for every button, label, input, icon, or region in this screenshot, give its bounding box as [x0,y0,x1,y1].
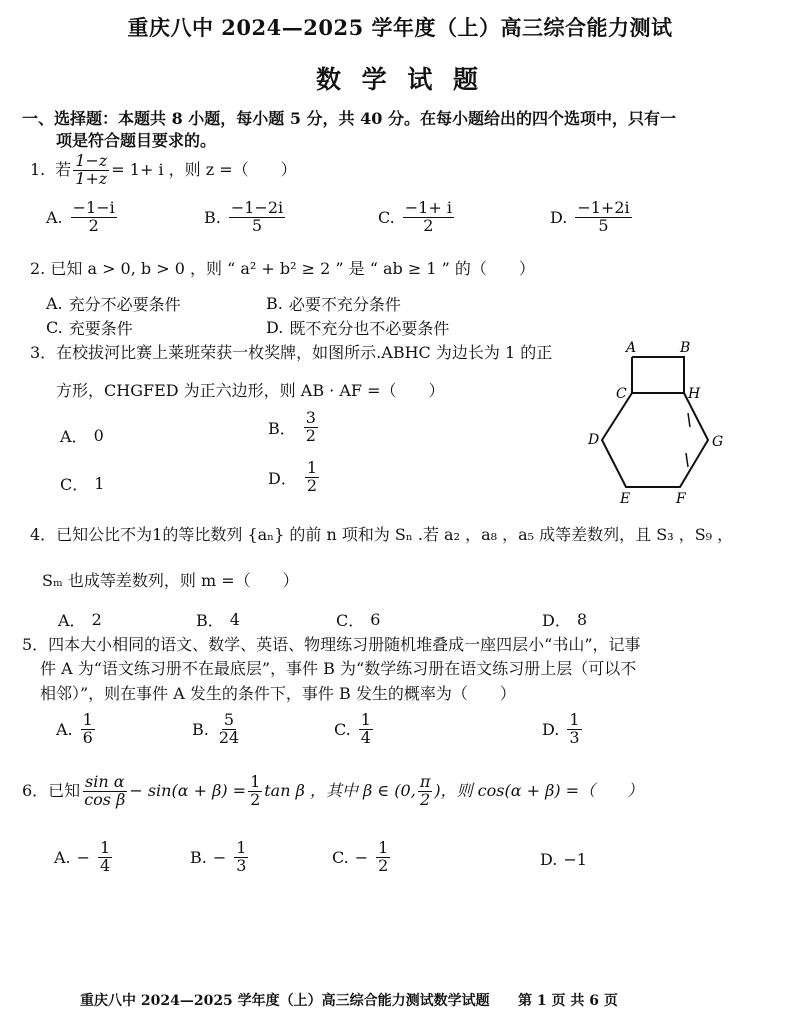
fraction [567,712,581,747]
subject-title: 数 学 试 题 [315,65,485,94]
option-label: A. [56,719,73,739]
label-d: D [588,432,600,448]
fraction-denominator: 24 [218,727,240,747]
question-text: = 1+ i ，则 z =（ ） [111,160,297,180]
q3-option-d[interactable] [268,460,321,495]
label-b: B [680,340,691,356]
fraction-denominator: 3 [569,727,580,747]
fraction-numerator: π [419,772,431,791]
option-text: 6 [370,610,381,629]
option-label: C. [334,719,351,739]
fraction-denominator: 2 [250,789,261,809]
fraction-numerator: −1+2i [577,198,630,217]
option-label: B． [196,611,224,630]
minus-sign: − [212,847,227,867]
q4-option-c[interactable] [336,608,380,631]
fraction-numerator: 5 [223,710,235,729]
fraction [82,774,127,809]
option-label: D． [542,611,571,630]
fraction-numerator: 1 [236,838,247,857]
option-label: B. [192,719,209,739]
fraction-numerator: 3 [305,408,316,427]
question-6-stem [22,774,643,809]
q4-option-b[interactable] [196,608,240,631]
fraction-numerator: 1 [360,710,371,729]
fraction-denominator: 6 [82,727,93,747]
fraction [248,774,262,809]
option-label: A． [58,611,86,630]
tick-mark [686,453,688,467]
q2-option-b[interactable] [266,292,401,315]
option-text: 既不充分也不必要条件 [289,319,450,338]
label-a: A [626,340,637,356]
exam-title: 重庆八中 2024—2025 学年度（上）高三综合能力测试 [127,15,673,40]
fraction [305,460,319,495]
q4-option-d[interactable] [542,608,587,631]
minus-sign: − [354,847,369,867]
q1-option-a[interactable] [46,200,119,235]
fraction [71,200,117,235]
option-label: D． [268,468,297,488]
fraction-numerator: 1 [306,458,318,477]
question-5-line1: 5．四本大小相同的语文、数学、英语、物理练习册随机堆叠成一座四层小“书山”，记事 [22,635,641,654]
question-number: 1. [30,160,46,180]
hexagon [602,393,708,487]
option-label: D. [542,719,560,739]
q6-option-a[interactable] [54,840,114,875]
option-text: 2 [91,610,102,629]
minus-sign: − [76,847,91,867]
q6-option-b[interactable] [190,840,250,875]
fraction-denominator: 2 [419,789,431,809]
q2-option-c[interactable] [46,316,133,339]
tick-mark [688,413,690,427]
question-text: − sin(α + β) = [129,781,247,801]
q6-option-c[interactable] [332,840,392,875]
option-label: C. [378,207,395,227]
option-text: 1 [94,474,105,493]
q1-option-c[interactable] [378,200,456,235]
option-label: D. [550,207,568,227]
option-text: 充要条件 [68,319,133,338]
fraction-denominator: 2 [378,855,389,875]
fraction-numerator: 1 [569,710,580,729]
section-instructions-line2: 项是符合题目要求的。 [56,131,217,150]
label-g: G [712,434,724,450]
question-text: 若 [55,160,72,180]
option-label: B． [268,418,296,438]
q2-option-d[interactable] [266,316,449,339]
fraction-denominator: 2 [305,425,316,445]
fraction-denominator: 4 [360,727,371,747]
q4-option-a[interactable] [58,608,102,631]
label-e: E [620,491,631,507]
option-label: C． [336,611,365,630]
option-label: B. [266,294,283,313]
section-instructions-line1: 一、选择题：本题共 8 小题，每小题 5 分，共 40 分。在每小题给出的四个选项中，只有一 [22,109,676,128]
option-label: D. [266,318,284,337]
fraction-numerator: 1 [82,710,93,729]
option-text: −1 [563,850,587,869]
q3-option-b[interactable] [268,410,320,445]
option-label: C． [60,475,89,494]
q5-option-d[interactable] [542,712,584,747]
fraction-numerator: sin α [84,772,125,791]
q3-option-c[interactable] [60,472,104,495]
fraction-denominator: 3 [236,855,247,875]
question-5-line2: 件 A 为“语文练习册不在最底层”，事件 B 为“数学练习册在语文练习册上层（可以不 [40,659,637,678]
fraction-denominator: cos β [84,789,126,809]
fraction [304,410,318,445]
question-1-stem [30,153,297,188]
fraction-denominator: 1+z [75,168,108,188]
question-3-line2: 方形，CHGFED 为正六边形，则 AB · AF =（ ） [56,381,445,400]
option-label: B. [190,847,207,867]
page-number: 第 1 页 共 6 页 [518,993,618,1009]
fraction-denominator: 2 [306,475,318,495]
label-h: H [688,386,701,402]
question-5-line3: 相邻）”，则在事件 A 发生的条件下，事件 B 发生的概率为（ ） [40,684,516,703]
fraction-denominator: 5 [251,215,263,235]
fraction-denominator: 2 [88,215,99,235]
fraction [359,712,373,747]
option-text: 0 [93,426,104,445]
option-label: A. [54,847,71,867]
fraction [98,840,112,875]
option-label: A. [46,294,63,313]
label-c: C [616,386,627,402]
footer-text: 重庆八中 2024—2025 学年度（上）高三综合能力测试数学试题 [80,993,490,1009]
q3-option-a[interactable] [60,424,104,447]
option-label: C. [332,847,349,867]
fraction [81,712,95,747]
medal-figure [580,335,740,510]
fraction-numerator: −1−2i [230,198,284,217]
q1-option-d[interactable] [550,200,634,235]
option-label: D. [540,850,558,869]
q5-option-a[interactable] [56,712,97,747]
option-label: A． [60,427,88,446]
square-top-edges [632,357,684,393]
question-4-line2: Sₘ 也成等差数列，则 m =（ ） [42,571,299,590]
fraction [418,774,433,809]
fraction [73,153,109,188]
option-text: 充分不必要条件 [68,295,181,314]
q6-option-d[interactable] [540,850,587,869]
fraction-numerator: 1 [378,838,389,857]
option-text: 8 [576,610,588,629]
question-3-line1: 3．在校拔河比赛上莱班荣获一枚奖牌，如图所示.ABHC 为边长为 1 的正 [30,343,553,362]
option-label: A. [46,207,63,227]
fraction-numerator: 1 [250,772,261,791]
option-label: C. [46,318,63,337]
label-f: F [676,491,686,507]
fraction-numerator: −1+ i [404,198,452,217]
fraction [234,840,248,875]
question-text: tan β ，其中 β ∈ (0, [264,781,416,801]
fraction-numerator: −1−i [72,198,115,217]
option-text: 4 [229,610,240,629]
fraction-denominator: 4 [100,855,111,875]
fraction [403,200,454,235]
q5-option-c[interactable] [334,712,375,747]
option-label: B. [204,207,221,227]
fraction [376,840,390,875]
fraction-numerator: 1 [100,838,111,857]
fraction [575,200,631,235]
fraction [217,712,241,747]
question-4-line1: 4．已知公比不为1的等比数列 {aₙ} 的前 n 项和为 Sₙ .若 a₂ ，a₈ ，a₅ 成等差数列，且 S₃ ，S₉ ， [30,525,734,544]
option-text: 必要不充分条件 [288,295,401,314]
question-number: 6．已知 [22,781,81,801]
question-2-stem: 2. 已知 a > 0, b > 0 ，则 “ a² + b² ≥ 2 ” 是 “ ab ≥ 1 ” 的（ ） [30,259,535,278]
q5-option-b[interactable] [192,712,243,747]
fraction-denominator: 5 [598,215,609,235]
q1-option-b[interactable] [204,200,287,235]
fraction-numerator: 1−z [75,151,108,170]
fraction-denominator: 2 [423,215,434,235]
q2-option-a[interactable] [46,292,181,315]
question-text: )，则 cos(α + β) =（ ） [434,781,644,801]
fraction [229,200,285,235]
